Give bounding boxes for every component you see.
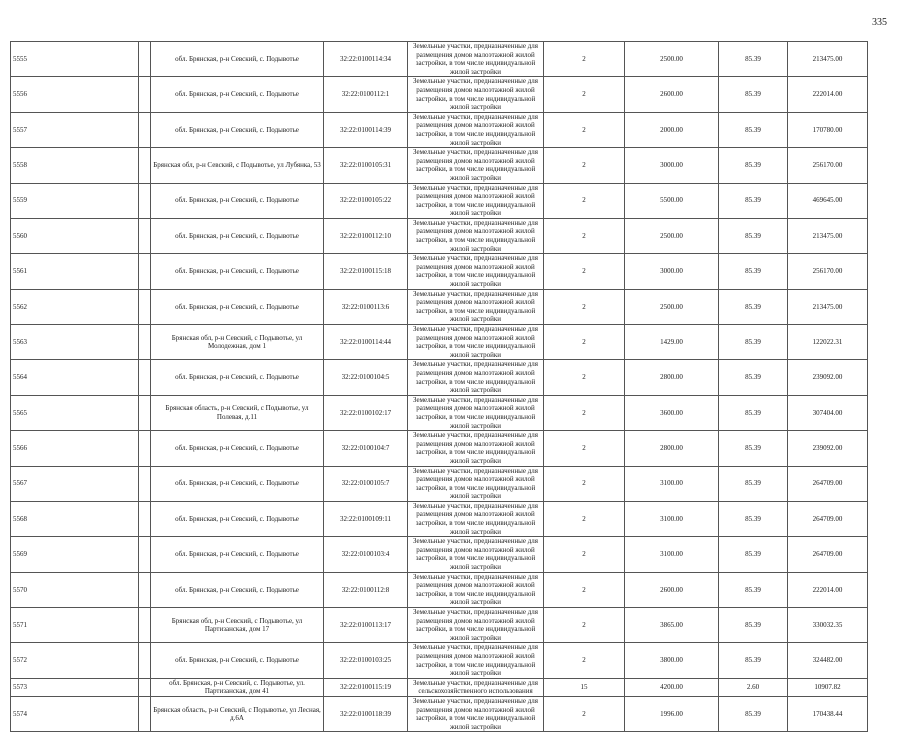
area-cell: 2600.00	[625, 77, 719, 112]
land-use-cell: Земельные участки, предназначенные для размещения домов малоэтажной жилой застройки, в том числе индивидуальной жилой застройки	[408, 537, 544, 572]
specific-value-cell: 85.39	[719, 218, 788, 253]
row-spacer	[139, 148, 151, 183]
land-use-cell: Земельные участки, предназначенные для размещения домов малоэтажной жилой застройки, в том числе индивидуальной жилой застройки	[408, 289, 544, 324]
row-number: 5565	[11, 395, 139, 430]
specific-value-cell: 85.39	[719, 608, 788, 643]
specific-value-cell: 85.39	[719, 643, 788, 678]
land-use-cell: Земельные участки, предназначенные для размещения домов малоэтажной жилой застройки, в том числе индивидуальной жилой застройки	[408, 501, 544, 536]
row-spacer	[139, 466, 151, 501]
land-use-cell: Земельные участки, предназначенные для размещения домов малоэтажной жилой застройки, в том числе индивидуальной жилой застройки	[408, 77, 544, 112]
category-code-cell: 2	[544, 112, 625, 147]
cadastral-value-cell: 256170.00	[788, 254, 868, 289]
row-spacer	[139, 112, 151, 147]
specific-value-cell: 85.39	[719, 501, 788, 536]
address-cell: обл. Брянская, р-н Севский, с. Подывотье	[151, 254, 324, 289]
cadastral-number-cell: 32:22:0100102:17	[324, 395, 408, 430]
category-code-cell: 2	[544, 643, 625, 678]
table-row	[11, 696, 868, 731]
area-cell: 2800.00	[625, 360, 719, 395]
row-number: 5573	[11, 678, 139, 696]
cadastral-value-cell: 330032.35	[788, 608, 868, 643]
table-row	[11, 431, 868, 466]
row-spacer	[139, 572, 151, 607]
area-cell: 3000.00	[625, 148, 719, 183]
area-cell: 1429.00	[625, 325, 719, 360]
table-row	[11, 42, 868, 77]
cadastral-value-cell: 324482.00	[788, 643, 868, 678]
area-cell: 3000.00	[625, 254, 719, 289]
land-use-cell: Земельные участки, предназначенные для размещения домов малоэтажной жилой застройки, в том числе индивидуальной жилой застройки	[408, 254, 544, 289]
cadastral-number-cell: 32:22:0100118:39	[324, 696, 408, 731]
cadastral-value-cell: 170438.44	[788, 696, 868, 731]
address-cell: обл. Брянская, р-н Севский, с. Подывотье	[151, 360, 324, 395]
table-row	[11, 183, 868, 218]
area-cell: 1996.00	[625, 696, 719, 731]
specific-value-cell: 85.39	[719, 537, 788, 572]
area-cell: 4200.00	[625, 678, 719, 696]
cadastral-value-cell: 10907.82	[788, 678, 868, 696]
land-use-cell: Земельные участки, предназначенные для сельскохозяйственного использования	[408, 678, 544, 696]
category-code-cell: 2	[544, 431, 625, 466]
land-use-cell: Земельные участки, предназначенные для размещения домов малоэтажной жилой застройки, в том числе индивидуальной жилой застройки	[408, 183, 544, 218]
land-use-cell: Земельные участки, предназначенные для размещения домов малоэтажной жилой застройки, в том числе индивидуальной жилой застройки	[408, 148, 544, 183]
row-spacer	[139, 218, 151, 253]
cadastral-value-cell: 213475.00	[788, 218, 868, 253]
row-number: 5567	[11, 466, 139, 501]
category-code-cell: 15	[544, 678, 625, 696]
cadastral-number-cell: 32:22:0100105:22	[324, 183, 408, 218]
address-cell: обл. Брянская, р-н Севский, с. Подывотье	[151, 572, 324, 607]
category-code-cell: 2	[544, 148, 625, 183]
cadastral-value-cell: 264709.00	[788, 466, 868, 501]
table-row	[11, 148, 868, 183]
row-spacer	[139, 183, 151, 218]
cadastral-number-cell: 32:22:0100114:39	[324, 112, 408, 147]
table-row	[11, 395, 868, 430]
land-use-cell: Земельные участки, предназначенные для размещения домов малоэтажной жилой застройки, в том числе индивидуальной жилой застройки	[408, 572, 544, 607]
cadastral-value-cell: 213475.00	[788, 42, 868, 77]
row-spacer	[139, 254, 151, 289]
row-number: 5574	[11, 696, 139, 731]
cadastral-value-cell: 307404.00	[788, 395, 868, 430]
category-code-cell: 2	[544, 77, 625, 112]
table-row	[11, 254, 868, 289]
area-cell: 2500.00	[625, 42, 719, 77]
specific-value-cell: 85.39	[719, 148, 788, 183]
land-use-cell: Земельные участки, предназначенные для размещения домов малоэтажной жилой застройки, в том числе индивидуальной жилой застройки	[408, 696, 544, 731]
cadastral-value-cell: 239092.00	[788, 360, 868, 395]
cadastral-value-cell: 222014.00	[788, 77, 868, 112]
area-cell: 3800.00	[625, 643, 719, 678]
land-use-cell: Земельные участки, предназначенные для размещения домов малоэтажной жилой застройки, в том числе индивидуальной жилой застройки	[408, 218, 544, 253]
address-cell: Брянская обл, р-н Севский, с Подывотье, ул Молодежная, дом 1	[151, 325, 324, 360]
address-cell: обл. Брянская, р-н Севский, с. Подывотье	[151, 643, 324, 678]
table-row	[11, 466, 868, 501]
category-code-cell: 2	[544, 360, 625, 395]
row-spacer	[139, 395, 151, 430]
address-cell: обл. Брянская, р-н Севский, с. Подывотье	[151, 183, 324, 218]
row-number: 5558	[11, 148, 139, 183]
cadastral-value-cell: 264709.00	[788, 537, 868, 572]
specific-value-cell: 85.39	[719, 360, 788, 395]
row-spacer	[139, 289, 151, 324]
specific-value-cell: 85.39	[719, 572, 788, 607]
land-use-cell: Земельные участки, предназначенные для размещения домов малоэтажной жилой застройки, в том числе индивидуальной жилой застройки	[408, 395, 544, 430]
area-cell: 2000.00	[625, 112, 719, 147]
land-use-cell: Земельные участки, предназначенные для размещения домов малоэтажной жилой застройки, в том числе индивидуальной жилой застройки	[408, 112, 544, 147]
category-code-cell: 2	[544, 537, 625, 572]
cadastral-value-cell: 239092.00	[788, 431, 868, 466]
page-number: 335	[872, 17, 887, 28]
row-spacer	[139, 77, 151, 112]
table-row	[11, 289, 868, 324]
area-cell: 3600.00	[625, 395, 719, 430]
address-cell: обл. Брянская, р-н Севский, с. Подывотье	[151, 466, 324, 501]
category-code-cell: 2	[544, 218, 625, 253]
table-row	[11, 678, 868, 696]
address-cell: Брянская обл, р-н Севский, с Подывотье, ул Партизанская, дом 17	[151, 608, 324, 643]
row-number: 5572	[11, 643, 139, 678]
area-cell: 5500.00	[625, 183, 719, 218]
category-code-cell: 2	[544, 325, 625, 360]
specific-value-cell: 85.39	[719, 183, 788, 218]
cadastral-number-cell: 32:22:0100114:44	[324, 325, 408, 360]
cadastral-number-cell: 32:22:0100114:34	[324, 42, 408, 77]
table-row	[11, 112, 868, 147]
area-cell: 3100.00	[625, 537, 719, 572]
specific-value-cell: 85.39	[719, 395, 788, 430]
row-number: 5569	[11, 537, 139, 572]
row-spacer	[139, 537, 151, 572]
category-code-cell: 2	[544, 42, 625, 77]
land-use-cell: Земельные участки, предназначенные для размещения домов малоэтажной жилой застройки, в том числе индивидуальной жилой застройки	[408, 325, 544, 360]
row-number: 5556	[11, 77, 139, 112]
address-cell: Брянская область, р-н Севский, с Подывотье, ул Полевая, д.11	[151, 395, 324, 430]
row-spacer	[139, 608, 151, 643]
address-cell: обл. Брянская, р-н Севский, с. Подывотье	[151, 501, 324, 536]
land-use-cell: Земельные участки, предназначенные для размещения домов малоэтажной жилой застройки, в том числе индивидуальной жилой застройки	[408, 42, 544, 77]
cadastral-value-table	[10, 41, 868, 732]
specific-value-cell: 85.39	[719, 431, 788, 466]
specific-value-cell: 2.60	[719, 678, 788, 696]
area-cell: 2600.00	[625, 572, 719, 607]
table-row	[11, 360, 868, 395]
category-code-cell: 2	[544, 395, 625, 430]
cadastral-number-cell: 32:22:0100112:10	[324, 218, 408, 253]
row-number: 5561	[11, 254, 139, 289]
area-cell: 3100.00	[625, 501, 719, 536]
cadastral-number-cell: 32:22:0100109:11	[324, 501, 408, 536]
row-number: 5570	[11, 572, 139, 607]
address-cell: обл. Брянская, р-н Севский, с. Подывотье	[151, 289, 324, 324]
cadastral-number-cell: 32:22:0100104:5	[324, 360, 408, 395]
table-row	[11, 218, 868, 253]
row-spacer	[139, 360, 151, 395]
specific-value-cell: 85.39	[719, 42, 788, 77]
address-cell: обл. Брянская, р-н Севский, с. Подывотье	[151, 112, 324, 147]
cadastral-number-cell: 32:22:0100103:25	[324, 643, 408, 678]
category-code-cell: 2	[544, 696, 625, 731]
category-code-cell: 2	[544, 572, 625, 607]
cadastral-number-cell: 32:22:0100112:1	[324, 77, 408, 112]
category-code-cell: 2	[544, 608, 625, 643]
area-cell: 2800.00	[625, 431, 719, 466]
area-cell: 3100.00	[625, 466, 719, 501]
address-cell: Брянская обл, р-н Севский, с Подывотье, ул Лубянка, 53	[151, 148, 324, 183]
category-code-cell: 2	[544, 183, 625, 218]
row-number: 5571	[11, 608, 139, 643]
row-spacer	[139, 643, 151, 678]
land-use-cell: Земельные участки, предназначенные для размещения домов малоэтажной жилой застройки, в том числе индивидуальной жилой застройки	[408, 643, 544, 678]
cadastral-number-cell: 32:22:0100105:31	[324, 148, 408, 183]
row-number: 5568	[11, 501, 139, 536]
table-row	[11, 572, 868, 607]
address-cell: обл. Брянская, р-н Севский, с. Подывотье	[151, 42, 324, 77]
address-cell: обл. Брянская, р-н Севский, с. Подывотье	[151, 537, 324, 572]
cadastral-number-cell: 32:22:0100103:4	[324, 537, 408, 572]
address-cell: Брянская область, р-н Севский, с Подывотье, ул Лесная, д.6А	[151, 696, 324, 731]
specific-value-cell: 85.39	[719, 289, 788, 324]
table-row	[11, 608, 868, 643]
cadastral-value-cell: 469645.00	[788, 183, 868, 218]
cadastral-value-cell: 222014.00	[788, 572, 868, 607]
category-code-cell: 2	[544, 289, 625, 324]
cadastral-value-cell: 213475.00	[788, 289, 868, 324]
row-spacer	[139, 501, 151, 536]
specific-value-cell: 85.39	[719, 466, 788, 501]
cadastral-number-cell: 32:22:0100113:6	[324, 289, 408, 324]
area-cell: 2500.00	[625, 289, 719, 324]
category-code-cell: 2	[544, 501, 625, 536]
row-spacer	[139, 42, 151, 77]
row-number: 5555	[11, 42, 139, 77]
specific-value-cell: 85.39	[719, 112, 788, 147]
land-use-cell: Земельные участки, предназначенные для размещения домов малоэтажной жилой застройки, в том числе индивидуальной жилой застройки	[408, 466, 544, 501]
table-row	[11, 501, 868, 536]
row-number: 5566	[11, 431, 139, 466]
cadastral-number-cell: 32:22:0100104:7	[324, 431, 408, 466]
cadastral-number-cell: 32:22:0100113:17	[324, 608, 408, 643]
area-cell: 3865.00	[625, 608, 719, 643]
row-spacer	[139, 431, 151, 466]
row-number: 5559	[11, 183, 139, 218]
cadastral-value-cell: 122022.31	[788, 325, 868, 360]
address-cell: обл. Брянская, р-н Севский, с. Подывотье, ул. Партизанская, дом 41	[151, 678, 324, 696]
row-number: 5563	[11, 325, 139, 360]
category-code-cell: 2	[544, 466, 625, 501]
land-use-cell: Земельные участки, предназначенные для размещения домов малоэтажной жилой застройки, в том числе индивидуальной жилой застройки	[408, 431, 544, 466]
cadastral-number-cell: 32:22:0100112:8	[324, 572, 408, 607]
cadastral-value-cell: 256170.00	[788, 148, 868, 183]
address-cell: обл. Брянская, р-н Севский, с. Подывотье	[151, 218, 324, 253]
row-spacer	[139, 678, 151, 696]
table-row	[11, 643, 868, 678]
table-row	[11, 537, 868, 572]
row-spacer	[139, 325, 151, 360]
address-cell: обл. Брянская, р-н Севский, с. Подывотье	[151, 431, 324, 466]
specific-value-cell: 85.39	[719, 77, 788, 112]
row-spacer	[139, 696, 151, 731]
cadastral-number-cell: 32:22:0100105:7	[324, 466, 408, 501]
cadastral-number-cell: 32:22:0100115:19	[324, 678, 408, 696]
row-number: 5560	[11, 218, 139, 253]
land-use-cell: Земельные участки, предназначенные для размещения домов малоэтажной жилой застройки, в том числе индивидуальной жилой застройки	[408, 608, 544, 643]
address-cell: обл. Брянская, р-н Севский, с. Подывотье	[151, 77, 324, 112]
specific-value-cell: 85.39	[719, 325, 788, 360]
category-code-cell: 2	[544, 254, 625, 289]
specific-value-cell: 85.39	[719, 254, 788, 289]
table-row	[11, 77, 868, 112]
row-number: 5564	[11, 360, 139, 395]
cadastral-value-cell: 170780.00	[788, 112, 868, 147]
area-cell: 2500.00	[625, 218, 719, 253]
land-use-cell: Земельные участки, предназначенные для размещения домов малоэтажной жилой застройки, в том числе индивидуальной жилой застройки	[408, 360, 544, 395]
cadastral-number-cell: 32:22:0100115:18	[324, 254, 408, 289]
specific-value-cell: 85.39	[719, 696, 788, 731]
row-number: 5557	[11, 112, 139, 147]
row-number: 5562	[11, 289, 139, 324]
table-row	[11, 325, 868, 360]
cadastral-value-cell: 264709.00	[788, 501, 868, 536]
